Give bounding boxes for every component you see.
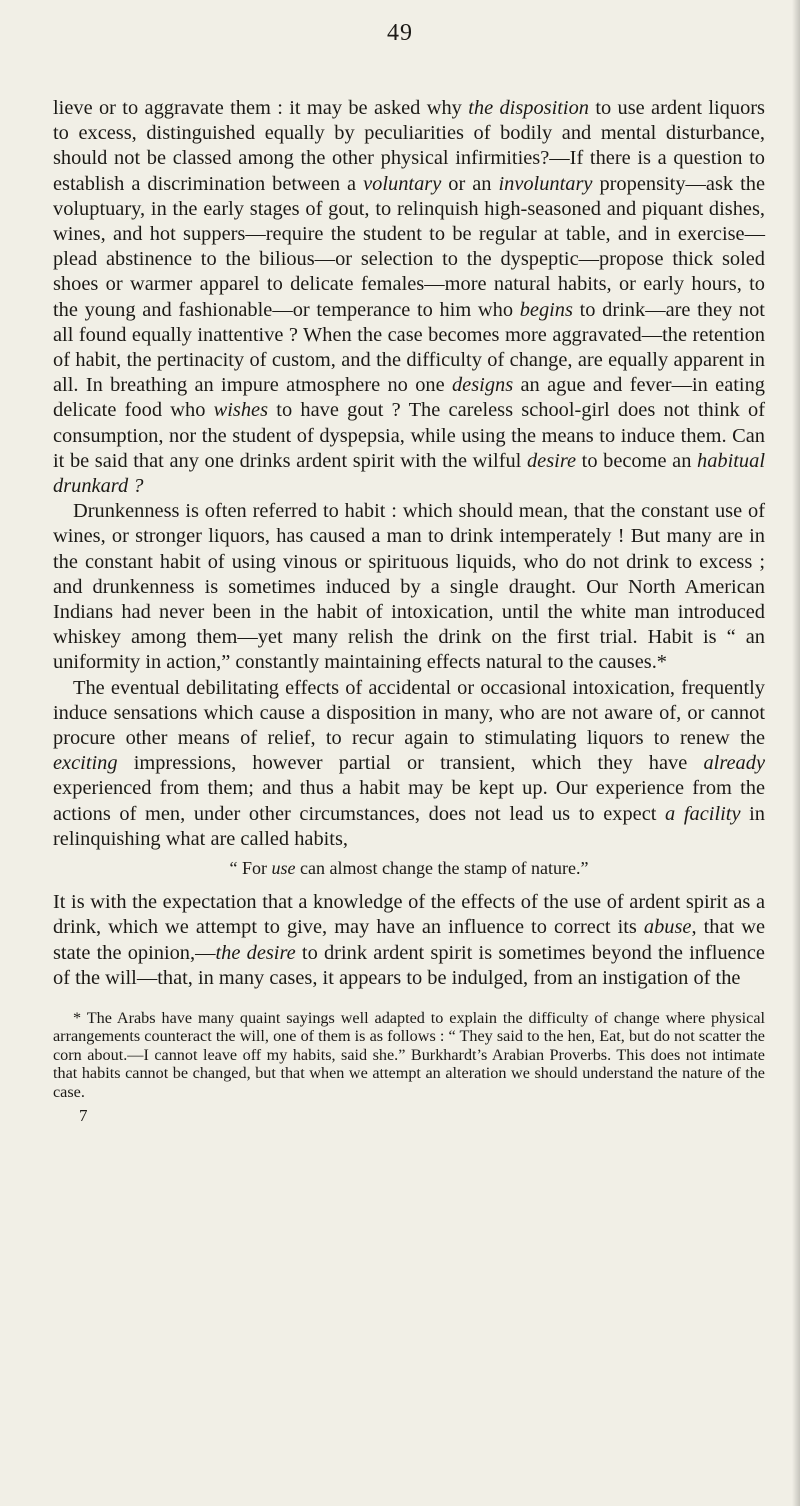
text-run: It is with the expectation that a knowledge of the effects of the use of ardent spirit as a drink, which we attempt to give, may have an influence to correct its bbox=[53, 891, 765, 939]
paragraph bbox=[53, 499, 765, 675]
text-run: impressions, however partial or transient, which they have bbox=[117, 752, 704, 775]
text-run: “ For bbox=[229, 858, 272, 879]
italic-text: abuse bbox=[643, 916, 692, 939]
italic-text: desire bbox=[526, 449, 577, 472]
paragraph bbox=[53, 96, 765, 499]
paragraphs bbox=[53, 96, 765, 852]
text-run: in relinquishing what are called habits, bbox=[53, 802, 765, 850]
italic-text: already bbox=[703, 752, 765, 775]
italic-text: exciting bbox=[53, 752, 118, 775]
text-run: propensity—ask the voluptuary, in the early stages of gout, to relinquish high-seasoned and piquant dishes, wines, and hot suppers—require the student to be regular at table, and in exercise—plead abstinence to the bilious—or selection to the dyspeptic—propose thick soled shoes or warmer apparel to delicate females—more natural habits, or early hours, to the young and fashionable—or temperance to him who bbox=[53, 172, 765, 321]
italic-text: use bbox=[271, 858, 296, 879]
text-run: to drink ardent spirit is sometimes beyond the influence of the will—that, in many cases, it appears to be indulged, from an instigation of the bbox=[53, 941, 765, 989]
text-run: to use ardent liquors to excess, distinguished equally by peculiarities of bodily and mental disturbance, should not be classed among the other physical infirmities?—If there is a question to establish a discrimination between a bbox=[53, 97, 765, 195]
italic-text: begins bbox=[519, 298, 573, 321]
text-run: can almost change the stamp of nature.” bbox=[295, 858, 589, 879]
text-run: lieve or to aggravate them : it may be asked why bbox=[53, 97, 469, 119]
body-text bbox=[53, 96, 765, 1129]
text-run: , that we state the opinion,— bbox=[53, 916, 765, 964]
footnote bbox=[53, 1009, 765, 1102]
text-run: The eventual debilitating effects of accidental or occasional intoxication, frequently induce sensations which cause a disposition in many, who are not aware of, or cannot procure other means of relief, to recur again to stimulating liquors to renew the bbox=[53, 676, 765, 750]
italic-text: a facility bbox=[665, 802, 741, 825]
page-edge-shadow bbox=[792, 0, 800, 1506]
italic-text: wishes bbox=[213, 399, 269, 422]
footnote-text: * The Arabs have many quaint sayings well adapted to explain the difficulty of change where physical arrangements counteract the will, one of them is as follows : “ They said to the hen, Eat, but do not scatter the corn about.—I cannot leave off my habits, said she.” Burkhardt’s Arabian Proverbs. This does not intimate that habits cannot be changed, but that when we attempt an alteration we should understand the nature of the case. bbox=[53, 1008, 765, 1101]
text-run: to drink—are they not all found equally inattentive ? When the case becomes more aggravated—the retention of habit, the pertinacity of custom, and the difficulty of change, are equally apparent in all. In breathing an impure atmosphere no one bbox=[53, 298, 765, 397]
text-run: or an bbox=[441, 172, 499, 195]
text-run: to become an bbox=[576, 449, 698, 472]
italic-text: the disposition bbox=[468, 97, 589, 119]
italic-text: habitual drunkard ? bbox=[53, 449, 765, 498]
page-number: 49 bbox=[387, 20, 413, 46]
signature-mark: 7 bbox=[79, 1106, 88, 1126]
paragraph bbox=[53, 676, 765, 852]
text-run: an ague and fever—in eating delicate food who bbox=[53, 374, 765, 422]
quotation bbox=[53, 856, 765, 880]
text-run: to have gout ? The careless school-girl does not think of consumption, nor the student of dyspepsia, while using the means to induce them. Can it be said that any one drinks ardent spirit with the wilful bbox=[53, 399, 765, 472]
closing-paragraph bbox=[53, 890, 765, 991]
italic-text: the desire bbox=[215, 941, 296, 964]
italic-text: voluntary bbox=[363, 172, 442, 195]
text-run: experienced from them; and thus a habit may be kept up. Our experience from the actions of men, under other circumstances, does not lead us to expect bbox=[53, 777, 765, 825]
text-run: Drunkenness is often referred to habit : which should mean, that the constant use of wines, or stronger liquors, has caused a man to drink intemperately ! But many are in the constant habit of using vinous or spirituous liquids, who do not drink to excess ; and drunkenness is sometimes induced by a single draught. Our North American Indians had never been in the habit of intoxication, until the white man introduced whiskey among them—yet many relish the drink on the first trial. Habit is “ an uniformity in action,” constantly maintaining effects natural to the causes.* bbox=[53, 500, 765, 674]
italic-text: involuntary bbox=[498, 172, 593, 195]
italic-text: designs bbox=[451, 374, 514, 397]
